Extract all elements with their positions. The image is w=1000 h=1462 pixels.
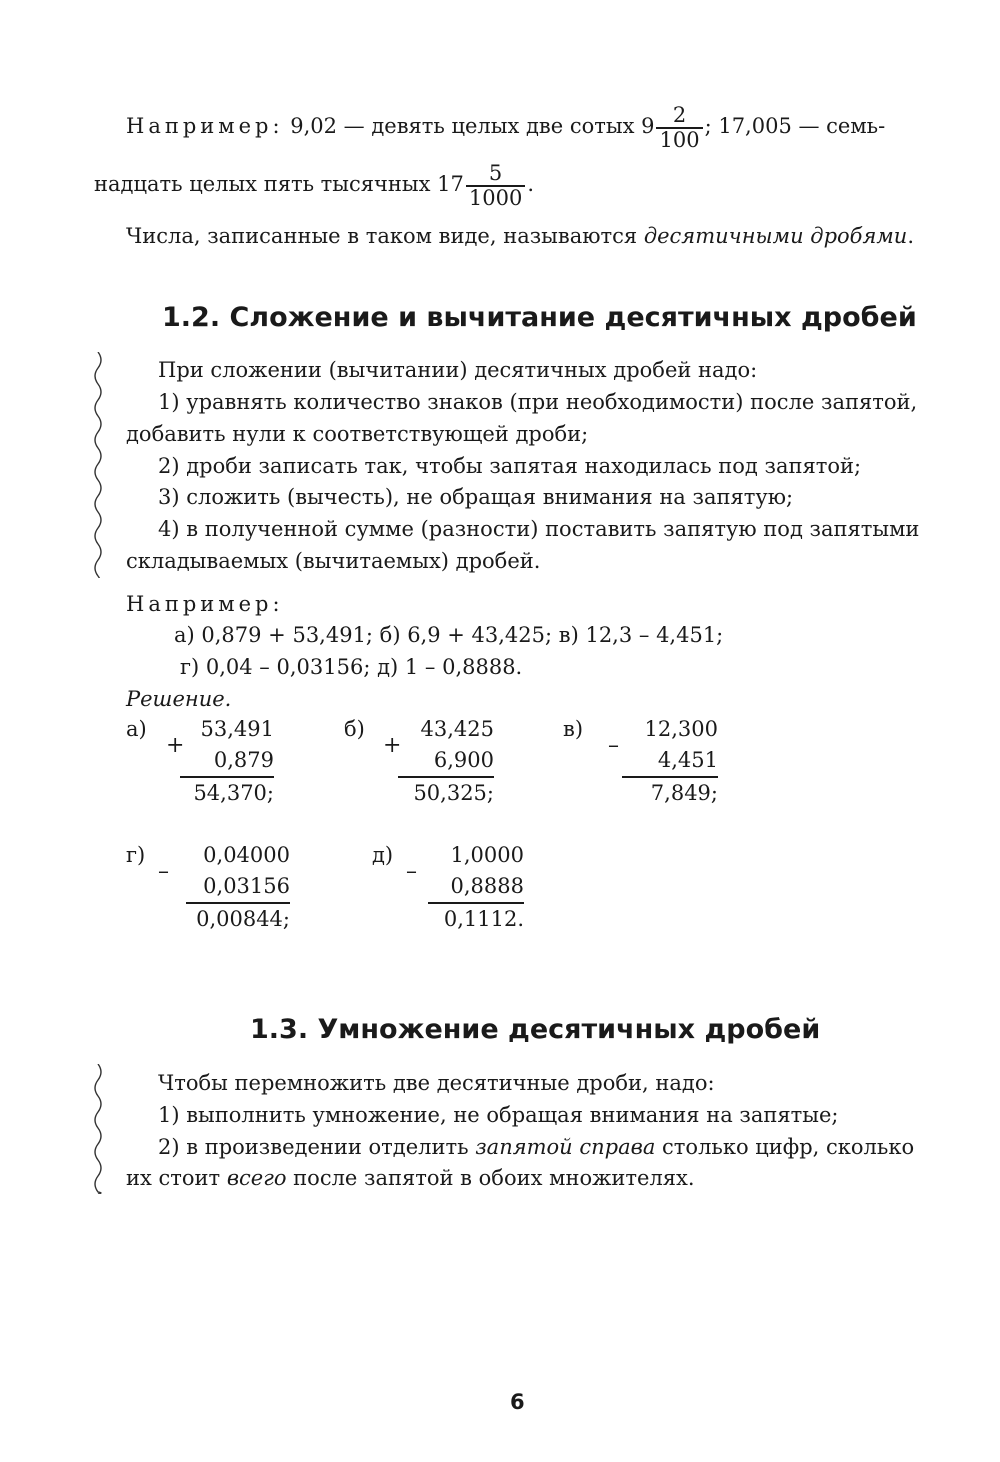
intro-text-2: ; 17,005 — семь- (704, 114, 886, 138)
mult-rule-2-emphasis: запятой справа (475, 1135, 656, 1159)
problem-b-label: б) (344, 717, 365, 741)
fraction-denominator: 1000 (466, 185, 525, 209)
mult-rule-intro: Чтобы перемножить две десятичные дроби, надо: (158, 1071, 715, 1095)
example-line-1: а) 0,879 + 53,491; б) 6,9 + 43,425; в) 12,3 – 4,451; (174, 623, 724, 647)
problem-e-label: д) (372, 843, 394, 867)
problem-d-bottom: 0,03156 (203, 874, 290, 898)
problem-c-column (622, 714, 718, 809)
example-line-2: г) 0,04 – 0,03156; д) 1 – 0,8888. (180, 655, 523, 679)
intro-lead: Например: (126, 114, 284, 138)
problem-c-label: в) (563, 717, 584, 741)
problem-a-top: 53,491 (200, 717, 274, 741)
intro-text-6: . (907, 224, 915, 248)
section-2-title: 1.2. Сложение и вычитание десятичных дробей (162, 302, 917, 333)
mult-rule-2-text-b: столько цифр, сколько (655, 1135, 915, 1159)
problem-e-column (428, 840, 524, 935)
fraction-numerator: 2 (672, 103, 687, 128)
intro-text-5: Числа, записанные в таком виде, называются (126, 224, 644, 248)
rule-1-cont: добавить нули к соответствующей дроби; (126, 422, 589, 446)
mult-rule-2-cont-text-b: после запятой в обоих множителях. (286, 1166, 695, 1190)
fraction-2-100 (656, 104, 702, 150)
mult-rule-2-cont-text-a: их стоит (126, 1166, 227, 1190)
rule-3: 3) сложить (вычесть), не обращая внимания на запятую; (158, 485, 794, 509)
intro-line-1 (126, 104, 885, 151)
rule-4: 4) в полученной сумме (разности) поставить запятую под запятыми (158, 517, 920, 541)
problem-e-bottom: 0,8888 (450, 874, 524, 898)
mult-rule-2-cont (126, 1166, 695, 1190)
problem-b-top: 43,425 (420, 717, 494, 741)
problem-e-top: 1,0000 (450, 843, 524, 867)
solution-label (126, 687, 231, 711)
mult-rule-2 (158, 1135, 914, 1159)
mult-rule-1: 1) выполнить умножение, не обращая внимания на запятые; (158, 1103, 839, 1127)
problem-e-result: 0,1112. (428, 902, 524, 935)
problem-c-result: 7,849; (622, 776, 718, 809)
plus-sign-icon: + (166, 733, 185, 758)
minus-sign-icon: – (158, 859, 169, 884)
problem-a-column (180, 714, 274, 809)
mult-rule-2-text-a: 2) в произведении отделить (158, 1135, 476, 1159)
rule-1: 1) уравнять количество знаков (при необходимости) после запятой, (158, 390, 918, 414)
intro-text-1: 9,02 — девять целых две сотых 9 (283, 114, 655, 138)
rule-2: 2) дроби записать так, чтобы запятая находилась под запятой; (158, 454, 862, 478)
section-3-title: 1.3. Умножение десятичных дробей (250, 1014, 821, 1045)
problem-d-label: г) (126, 843, 146, 867)
problem-b-bottom: 6,900 (433, 748, 494, 772)
plus-sign-icon: + (383, 733, 402, 758)
mult-rule-2-cont-emphasis: всего (226, 1166, 287, 1190)
problem-a-bottom: 0,879 (213, 748, 274, 772)
fraction-numerator: 5 (488, 161, 503, 186)
intro-line-3 (126, 224, 914, 248)
intro-text-4: . (527, 172, 534, 196)
example-lead: Например: (126, 592, 284, 616)
rule-intro: При сложении (вычитании) десятичных дробей надо: (158, 358, 758, 382)
problem-d-result: 0,00844; (186, 902, 290, 935)
problem-b-result: 50,325; (398, 776, 494, 809)
fraction-5-1000 (466, 162, 525, 208)
page-number: 6 (510, 1390, 525, 1414)
intro-line-2 (94, 162, 534, 209)
term-decimal-fractions: десятичными дробями (643, 224, 908, 248)
problem-a-result: 54,370; (180, 776, 274, 809)
wavy-margin-line-icon (90, 352, 106, 578)
minus-sign-icon: – (608, 733, 619, 758)
wavy-margin-line-icon (90, 1064, 106, 1194)
problem-b-column (398, 714, 494, 809)
solution-label-text: Решение. (126, 687, 232, 711)
problem-d-column (186, 840, 290, 935)
problem-a-label: а) (126, 717, 147, 741)
problem-c-bottom: 4,451 (657, 748, 718, 772)
minus-sign-icon: – (406, 859, 417, 884)
problem-d-top: 0,04000 (203, 843, 290, 867)
intro-text-3: надцать целых пять тысячных 17 (94, 172, 464, 196)
rule-4-cont: складываемых (вычитаемых) дробей. (126, 549, 541, 573)
fraction-denominator: 100 (656, 127, 702, 151)
problem-c-top: 12,300 (644, 717, 718, 741)
